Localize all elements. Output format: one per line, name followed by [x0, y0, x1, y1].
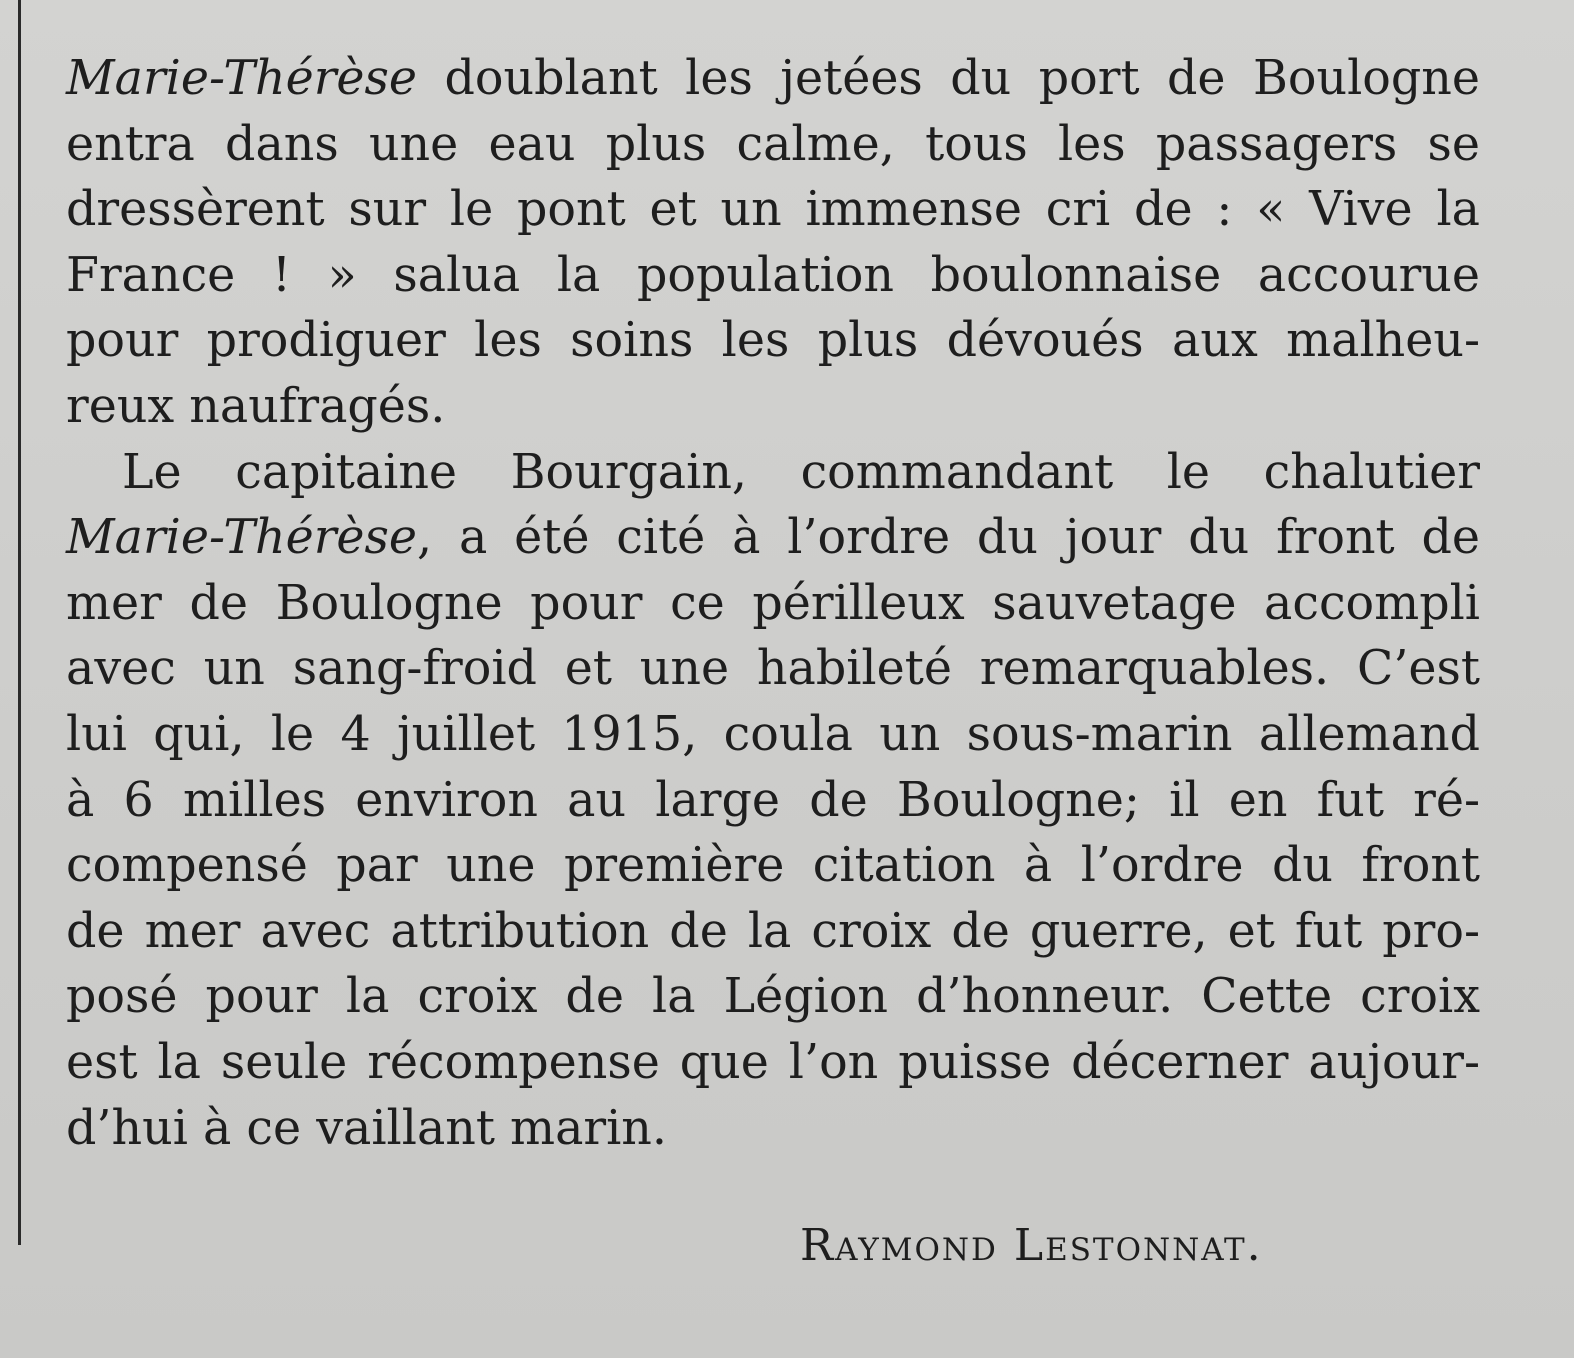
text-line: lui qui, le 4 juillet 1915, coula un sous-marin allemand: [66, 706, 1480, 762]
text-fragment: doublant les jetées du port de Boulogne: [417, 51, 1480, 106]
text-line: est la seule récompense que l’on puisse décerner aujour-: [66, 1034, 1480, 1090]
text-line: compensé par une première citation à l’ordre du front: [66, 838, 1480, 894]
text-line: d’hui à ce vaillant marin.: [66, 1100, 667, 1156]
text-line: pour prodiguer les soins les plus dévoués aux malheu-: [66, 313, 1480, 369]
text-line: avec un sang-froid et une habileté remarquables. C’est: [66, 641, 1480, 697]
text-line: entra dans une eau plus calme, tous les passagers se: [66, 116, 1480, 172]
article-body: [66, 46, 1480, 1161]
text-line: dressèrent sur le pont et un immense cri de : « Vive la: [66, 182, 1480, 238]
ship-name: Marie-Thérèse: [66, 51, 418, 106]
column-rule: [18, 0, 21, 1245]
author-signature: Raymond Lestonnat.: [800, 1220, 1263, 1271]
text-line: de mer avec attribution de la croix de guerre, et fut pro-: [66, 903, 1480, 959]
text-line: posé pour la croix de la Légion d’honneur. Cette croix: [66, 969, 1480, 1025]
text-line: mer de Boulogne pour ce périlleux sauvetage accompli: [66, 575, 1480, 631]
text-line: France ! » salua la population boulonnaise accourue: [66, 247, 1480, 303]
text-line: [66, 505, 1480, 571]
text-line: à 6 milles environ au large de Boulogne; il en fut ré-: [66, 772, 1480, 828]
text-line: reux naufragés.: [66, 378, 446, 434]
text-fragment: , a été cité à l’ordre du jour du front de: [417, 510, 1480, 566]
text-line: Le capitaine Bourgain, commandant le chalutier: [122, 444, 1480, 500]
text-line: [66, 46, 1480, 112]
ship-name: Marie-Thérèse: [66, 510, 418, 566]
